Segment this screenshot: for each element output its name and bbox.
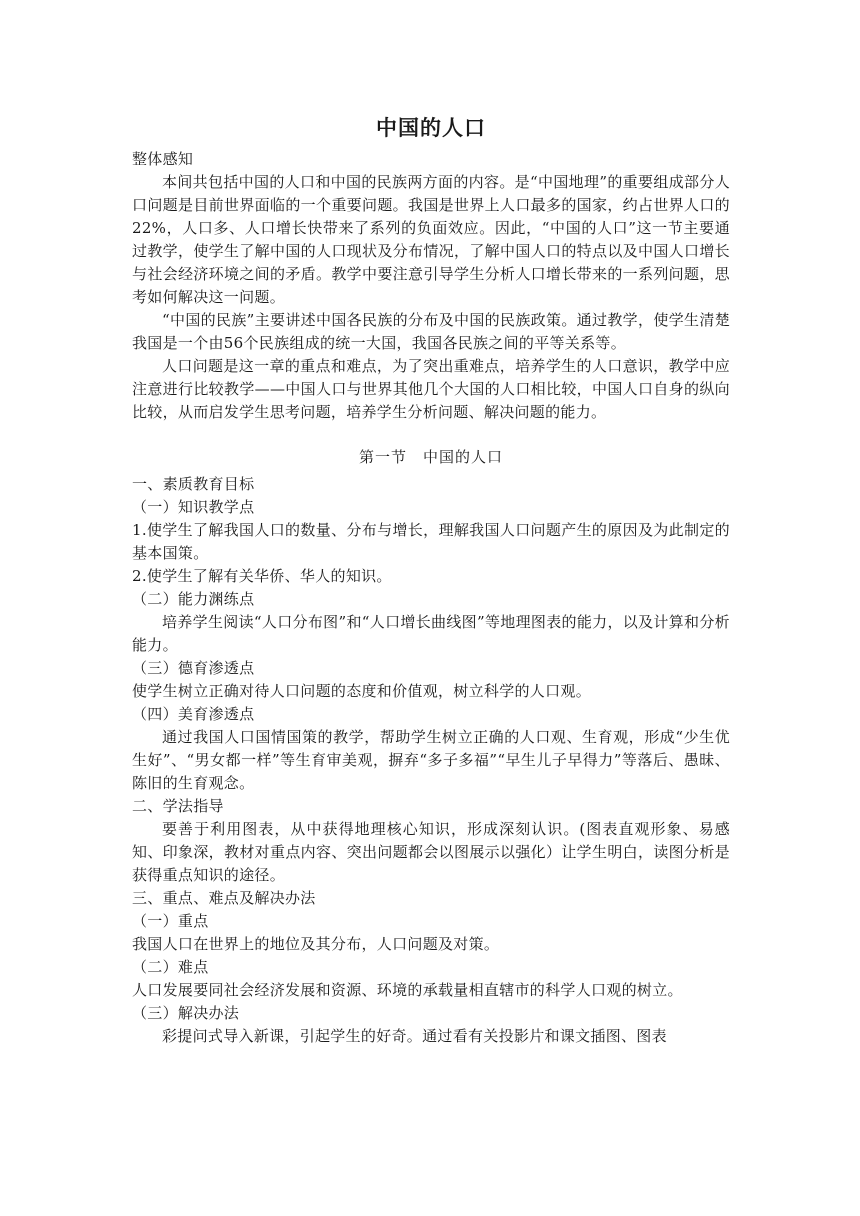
knowledge-item-2: 2.使学生了解有关华侨、华人的知识。: [132, 567, 392, 585]
document-page: [132, 112, 730, 1048]
document-title: 中国的人口: [376, 116, 486, 140]
part3-heading: 三、重点、难点及解决办法: [132, 889, 316, 907]
overview-paragraph-2: “中国的民族”主要讲述中国各民族的分布及中国的民族政策。通过教学，使学生清楚我国是一个由56个民族组成的统一大国，我国各民族之间的平等关系等。: [132, 311, 730, 352]
part1-heading: 一、素质教育目标: [132, 475, 255, 493]
aesthetic-text: 通过我国人口国情国策的教学，帮助学生树立正确的人口观、生育观，形成“少生优生好”、“男女都一样”等生育审美观，摒弃“多子多福”“早生儿子早得力”等落后、愚昧、陈旧的生育观念。: [132, 728, 730, 792]
key-point-text: 我国人口在世界上的地位及其分布，人口问题及对策。: [132, 935, 500, 953]
study-method-text: 要善于利用图表，从中获得地理核心知识，形成深刻认识。(图表直观形象、易感知、印象深，教材对重点内容、突出问题都会以图展示以强化）让学生明白，读图分析是获得重点知识的途径。: [132, 820, 730, 884]
part2-heading: 二、学法指导: [132, 797, 224, 815]
part1-sub4-heading: （四）美育渗透点: [132, 705, 255, 723]
part1-sub2-heading: （二）能力渊练点: [132, 590, 255, 608]
moral-text: 使学生树立正确对待人口问题的态度和价值观，树立科学的人口观。: [132, 682, 592, 700]
part3-sub1-heading: （一）重点: [132, 912, 209, 930]
part3-sub2-heading: （二）难点: [132, 958, 209, 976]
knowledge-item-1: 1.使学生了解我国人口的数量、分布与增长，理解我国人口问题产生的原因及为此制定的基本国策。: [132, 521, 730, 562]
part3-sub3-heading: （三）解决办法: [132, 1004, 240, 1022]
part1-sub1-heading: （一）知识教学点: [132, 498, 255, 516]
part1-sub3-heading: （三）德育渗透点: [132, 659, 255, 677]
ability-text: 培养学生阅读“人口分布图”和“人口增长曲线图”等地理图表的能力，以及计算和分析能力。: [132, 613, 730, 654]
section-title: 第一节 中国的人口: [358, 448, 503, 466]
overview-heading: 整体感知: [132, 150, 194, 168]
solution-text: 彩提问式导入新课，引起学生的好奇。通过看有关投影片和课文插图、图表: [162, 1027, 667, 1045]
overview-paragraph-1: 本间共包括中国的人口和中国的民族两方面的内容。是“中国地理”的重要组成部分人口问题是目前世界面临的一个重要问题。我国是世界上人口最多的国家，约占世界人口的22%，人口多、人口增长快带来了系列的负面效应。因此，“中国的人口”这一节主要通过教学，使学生了解中国的人口现状及分布情况，了解中国人口的特点以及中国人口增长与社会经济环境之间的矛盾。教学中要注意引导学生分析人口增长带来的一系列问题，思考如何解决这一问题。: [132, 173, 730, 306]
difficulty-text: 人口发展要同社会经济发展和资源、环境的承载量相直辖市的科学人口观的树立。: [132, 981, 683, 999]
overview-paragraph-3: 人口问题是这一章的重点和难点，为了突出重难点，培养学生的人口意识，教学中应注意进行比较教学——中国人口与世界其他几个大国的人口相比较，中国人口自身的纵向比较，从而启发学生思考问题，培养学生分析问题、解决问题的能力。: [132, 357, 730, 421]
